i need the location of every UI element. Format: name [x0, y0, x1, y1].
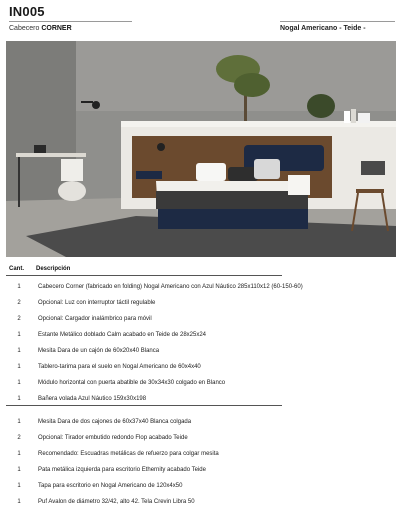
chair-seat: [356, 189, 384, 193]
product-prefix: Cabecero: [9, 25, 40, 32]
desc-cell: Mesita Dara de dos cajones de 60x37x40 Blanca colgada: [38, 419, 192, 425]
desc-cell: Tapa para escritorio en Nogal Americano de 120x4x50: [38, 483, 183, 489]
qty-cell: 1: [17, 483, 21, 489]
table-row: [6, 343, 303, 359]
desc-cell: Estante Metálico doblado Calm acabado en Teide de 28x25x24: [38, 332, 207, 338]
desc-header: Descripción: [36, 266, 71, 272]
desc-cell: Opcional: Tirador embutido redondo Flop acabado Teide: [38, 435, 188, 441]
table-row: [6, 430, 219, 446]
bedroom-photo: [6, 41, 396, 257]
desk-leg: [18, 157, 20, 207]
wall-lamp: [157, 143, 165, 151]
book: [344, 111, 350, 123]
desc-cell: Opcional: Cargador inalámbrico para móvil: [38, 316, 152, 322]
qty-header: Cant.: [9, 266, 24, 272]
table-separator-2: [6, 405, 282, 406]
table-row: [6, 295, 303, 311]
table-row: [6, 327, 303, 343]
items-table-2: [6, 414, 219, 510]
table-row: [6, 494, 219, 510]
qty-cell: 1: [17, 380, 21, 386]
qty-cell: 1: [17, 332, 21, 338]
desk-top: [16, 153, 86, 157]
qty-cell: 2: [17, 300, 21, 306]
qty-cell: 1: [17, 467, 21, 473]
desc-cell: Cabecero Corner (fabricado en folding) Nogal Americano con Azul Náutico 285x110x12 (60-150-60): [38, 284, 303, 290]
product-code: IN005: [9, 4, 45, 19]
pillow-pattern: [254, 159, 280, 179]
desc-cell: Puf Avalon de diámetro 32/42, alto 42. Tela Crevin Libra 50: [38, 499, 195, 505]
table-row: [6, 462, 219, 478]
left-lamp-arm: [81, 101, 93, 103]
qty-cell: 1: [17, 364, 21, 370]
desc-cell: Módulo horizontal con puerta abatible de 30x34x30 colgado en Blanco: [38, 380, 226, 386]
header-divider-left: [9, 21, 132, 22]
qty-cell: 1: [17, 396, 21, 402]
book: [351, 109, 356, 123]
tree-foliage-2: [234, 73, 270, 97]
desc-cell: Bañera volada Azul Náutico 159x30x198: [38, 396, 147, 402]
desc-cell: Opcional: Luz con interruptor táctil regulable: [38, 300, 156, 306]
desc-cell: Tablero-tarima para el suelo en Nogal Americano de 60x4x40: [38, 364, 201, 370]
table-separator-1: [6, 275, 282, 276]
table-row: [6, 279, 303, 295]
qty-cell: 1: [17, 348, 21, 354]
table-row: [6, 311, 303, 327]
desc-cell: Pata metálica izquierda para escritorio Ethernity acabado Teide: [38, 467, 206, 473]
qty-cell: 2: [17, 435, 21, 441]
items-table-1: [6, 279, 303, 407]
left-lamp: [92, 101, 100, 109]
table-row: [6, 375, 303, 391]
bed-base: [158, 209, 308, 229]
desc-cell: Recomendado: Escuadras metálicas de refuerzo para colgar mesita: [38, 451, 219, 457]
qty-cell: 1: [17, 284, 21, 290]
header-divider-right: [280, 21, 395, 22]
bedroom-illustration: [6, 41, 396, 257]
pillow-dark: [228, 167, 258, 181]
nightstand-left: [136, 171, 162, 179]
pouf: [58, 181, 86, 201]
qty-cell: 1: [17, 419, 21, 425]
book: [358, 113, 370, 123]
laptop: [34, 145, 46, 153]
qty-cell: 1: [17, 451, 21, 457]
qty-cell: 1: [17, 499, 21, 505]
table-row: [6, 359, 303, 375]
desk-drawer: [61, 159, 83, 181]
pillow: [196, 163, 226, 181]
table-row: [6, 446, 219, 462]
product-title: [9, 25, 72, 32]
table-row: [6, 478, 219, 494]
nightstand-right: [288, 175, 310, 195]
finish-label: Nogal Americano - Teide -: [280, 25, 366, 32]
qty-cell: 2: [17, 316, 21, 322]
chair-back: [361, 161, 385, 175]
plant: [307, 94, 335, 118]
table-row: [6, 414, 219, 430]
desc-cell: Mesita Dara de un cajón de 60x20x40 Blanca: [38, 348, 160, 354]
bed-throw: [156, 191, 308, 209]
product-name: CORNER: [41, 25, 72, 32]
